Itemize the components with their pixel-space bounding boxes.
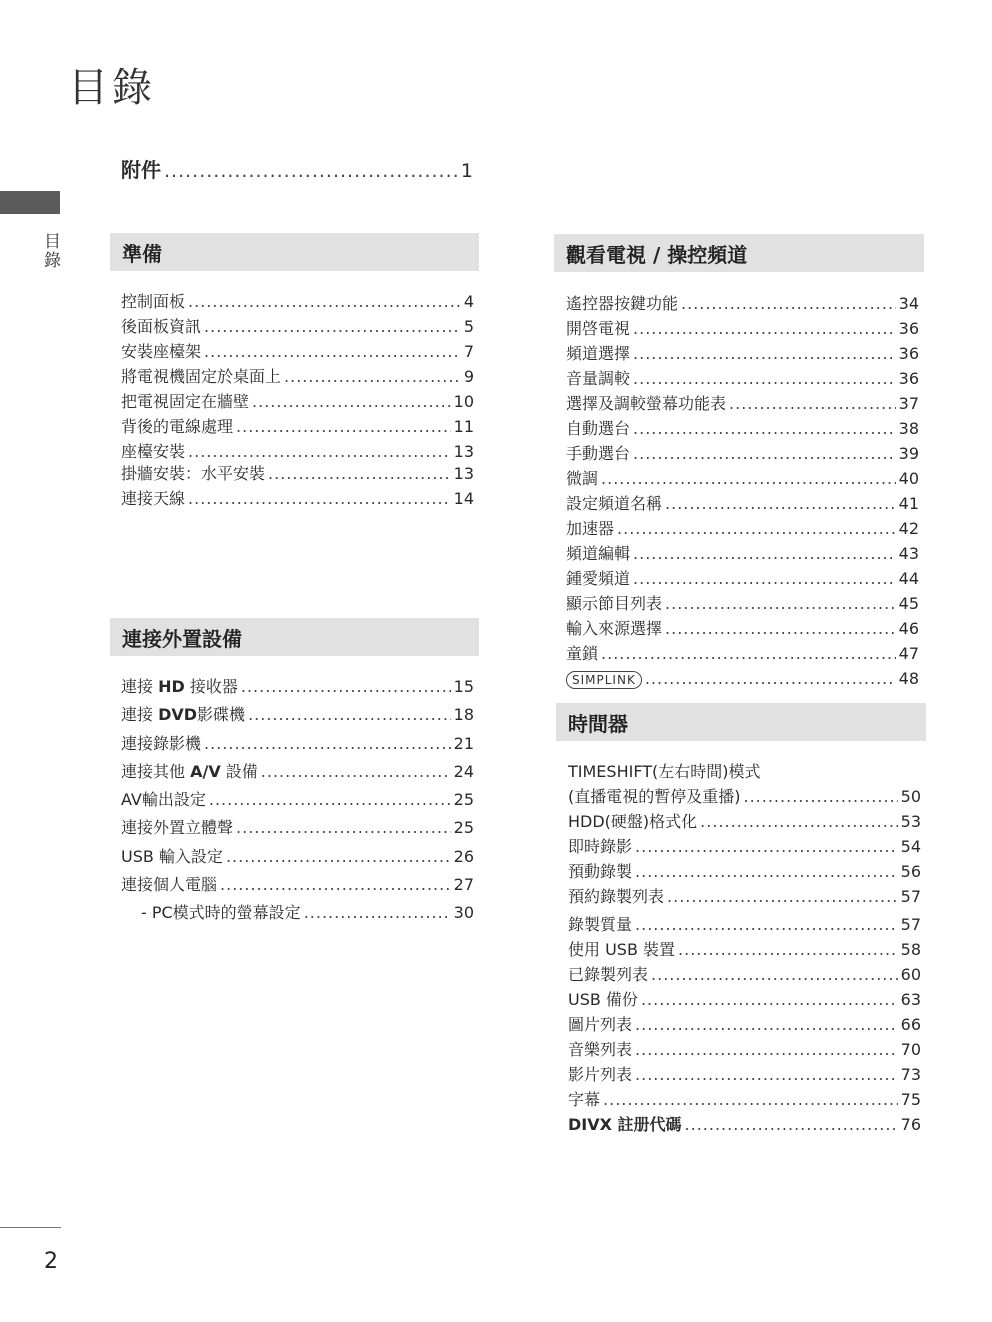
- toc-leader-dots: [268, 464, 451, 484]
- toc-entry-page: 56: [900, 862, 921, 881]
- toc-entry[interactable]: [566, 419, 919, 439]
- toc-leader-dots: [633, 419, 896, 439]
- toc-entry-label: 加速器: [566, 519, 615, 538]
- toc-entry[interactable]: [121, 903, 474, 923]
- toc-leader-dots: [188, 489, 451, 509]
- toc-entry[interactable]: [121, 489, 474, 509]
- toc-entry-label: [566, 669, 642, 689]
- toc-entry-label: [121, 818, 233, 838]
- toc-entry[interactable]: [568, 940, 921, 960]
- toc-entry[interactable]: [566, 544, 919, 564]
- toc-entry[interactable]: [566, 594, 919, 614]
- toc-leader-dots: [601, 644, 896, 664]
- toc-entry-page: 21: [453, 734, 474, 753]
- toc-entry-page: 43: [898, 544, 919, 563]
- toc-leader-dots: [220, 875, 451, 895]
- toc-leader-dots: [635, 1065, 898, 1085]
- toc-entry[interactable]: [121, 734, 474, 754]
- toc-entry-label: [121, 875, 217, 895]
- toc-entry-page: 48: [898, 669, 919, 688]
- toc-entry[interactable]: [566, 619, 919, 639]
- page-title: 目錄: [68, 65, 156, 111]
- page-number: 2: [44, 1249, 58, 1274]
- toc-entry-label: HDD(硬盤)格式化: [568, 812, 698, 831]
- toc-leader-dots: [304, 903, 451, 923]
- toc-leader-dots: [633, 319, 896, 339]
- toc-leader-dots: [248, 705, 451, 725]
- toc-entry-label: 圖片列表: [568, 1015, 633, 1034]
- toc-entry-label-bold: DVD: [158, 705, 198, 724]
- toc-entry-page: 76: [900, 1115, 921, 1134]
- toc-leader-dots: [204, 317, 461, 337]
- toc-entry[interactable]: [566, 344, 919, 364]
- simplink-logo: SIMPLINK: [566, 671, 642, 689]
- toc-entry-page: 41: [898, 494, 919, 513]
- toc-entry[interactable]: [121, 464, 474, 484]
- toc-entry-label: 連接天線: [121, 489, 186, 508]
- toc-entry-page: 44: [898, 569, 919, 588]
- toc-entry-page: 4: [463, 292, 474, 311]
- toc-entry[interactable]: [121, 417, 474, 437]
- toc-leader-dots: [641, 990, 898, 1010]
- toc-entry[interactable]: [121, 342, 474, 362]
- toc-entry-page: 60: [900, 965, 921, 984]
- toc-entry-label: 影片列表: [568, 1065, 633, 1084]
- toc-entry[interactable]: [566, 494, 919, 514]
- toc-entry-label-pre: USB 輸入設定: [121, 847, 223, 866]
- toc-entry-page: 47: [898, 644, 919, 663]
- toc-leader-dots: [204, 734, 451, 754]
- toc-entry-page: 63: [900, 990, 921, 1009]
- toc-entry-page: 70: [900, 1040, 921, 1059]
- toc-entry-label: 頻道編輯: [566, 544, 631, 563]
- toc-entry-label: [121, 790, 206, 810]
- toc-entry-page: 13: [453, 464, 474, 483]
- toc-leader-dots: [635, 1015, 898, 1035]
- toc-leader-dots: [209, 790, 451, 810]
- toc-entry-label: USB 備份: [568, 990, 638, 1009]
- toc-entry-page: 36: [898, 369, 919, 388]
- toc-entry-page: 39: [898, 444, 919, 463]
- toc-leader-dots: [633, 369, 896, 389]
- toc-leader-dots: [236, 818, 451, 838]
- toc-entry-page: 38: [898, 419, 919, 438]
- toc-entry-label: DIVX 註册代碼: [568, 1115, 682, 1134]
- toc-entry-label-pre: - PC模式時的螢幕設定: [141, 903, 301, 922]
- toc-entry-page: 7: [463, 342, 474, 361]
- toc-entry-label: [121, 847, 223, 867]
- toc-entry-page: 54: [900, 837, 921, 856]
- toc-leader-dots: [252, 392, 451, 412]
- toc-entry-label: 即時錄影: [568, 837, 633, 856]
- toc-entry[interactable]: [566, 669, 919, 689]
- section-header-external: 連接外置設備: [110, 618, 479, 656]
- toc-entry-page: 57: [900, 915, 921, 934]
- toc-entry-label: 設定頻道名稱: [566, 494, 663, 513]
- toc-entry-page: 36: [898, 319, 919, 338]
- toc-entry-label: 頻道選擇: [566, 344, 631, 363]
- toc-entry-label: 開啓電視: [566, 319, 631, 338]
- toc-entry[interactable]: [568, 1040, 921, 1060]
- toc-entry[interactable]: [568, 915, 921, 935]
- toc-leader-dots: [603, 1090, 898, 1110]
- toc-entry[interactable]: [568, 1015, 921, 1035]
- toc-entry-label: 座檯安裝: [121, 442, 186, 461]
- toc-entry-page: 57: [900, 887, 921, 906]
- toc-entry-accessory[interactable]: [121, 160, 473, 181]
- toc-entry-label: [121, 762, 258, 782]
- toc-entry-label: 預動錄製: [568, 862, 633, 881]
- toc-entry[interactable]: [121, 392, 474, 412]
- toc-leader-dots: [651, 965, 898, 985]
- toc-leader-dots: [633, 569, 896, 589]
- toc-entry-page: 53: [900, 812, 921, 831]
- toc-entry-page: 26: [453, 847, 474, 866]
- toc-entry-label-pre: 連接個人電腦: [121, 875, 218, 894]
- toc-entry[interactable]: [568, 990, 921, 1010]
- toc-leader-dots: [284, 367, 461, 387]
- toc-entry[interactable]: [121, 292, 474, 312]
- toc-entry-label: 將電視機固定於桌面上: [121, 367, 282, 386]
- toc-leader-dots: [729, 394, 896, 414]
- toc-entry[interactable]: [121, 818, 474, 838]
- toc-leader-dots: [633, 544, 896, 564]
- toc-entry[interactable]: [566, 369, 919, 389]
- side-tab-marker: [0, 191, 60, 214]
- toc-entry-label: [121, 903, 301, 923]
- toc-entry[interactable]: [568, 837, 921, 857]
- toc-leader-dots: [678, 940, 898, 960]
- toc-entry[interactable]: [566, 394, 919, 414]
- toc-entry-label: 童鎖: [566, 644, 599, 663]
- toc-entry-label: 輸入來源選擇: [566, 619, 663, 638]
- toc-entry-page: 58: [900, 940, 921, 959]
- toc-entry[interactable]: [568, 1115, 921, 1135]
- toc-entry-page: 46: [898, 619, 919, 638]
- toc-entry-label: 把電視固定在牆壁: [121, 392, 250, 411]
- toc-entry-page: 45: [898, 594, 919, 613]
- toc-entry-page: 25: [453, 818, 474, 837]
- side-section-label: 目錄: [40, 232, 60, 270]
- toc-leader-dots: [226, 847, 451, 867]
- toc-entry-page: 10: [453, 392, 474, 411]
- toc-leader-dots: [261, 762, 451, 782]
- toc-entry[interactable]: [566, 569, 919, 589]
- toc-entry[interactable]: [121, 762, 474, 782]
- toc-leader-dots: [665, 594, 896, 614]
- toc-entry[interactable]: [568, 787, 921, 807]
- toc-leader-dots: [700, 812, 897, 832]
- toc-entry-page: 25: [453, 790, 474, 809]
- toc-entry[interactable]: [121, 705, 474, 725]
- toc-entry-label: [121, 677, 238, 697]
- toc-entry-label: 鍾愛頻道: [566, 569, 631, 588]
- toc-entry[interactable]: [566, 319, 919, 339]
- toc-leader-dots: [633, 344, 896, 364]
- toc-leader-dots: [188, 442, 451, 462]
- toc-entry-page: 30: [453, 903, 474, 922]
- toc-entry[interactable]: [568, 862, 921, 882]
- toc-leader-dots: [601, 469, 896, 489]
- toc-entry-label: 字幕: [568, 1090, 601, 1109]
- toc-entry-label: 安裝座檯架: [121, 342, 202, 361]
- toc-entry[interactable]: [121, 367, 474, 387]
- toc-entry-page: 27: [453, 875, 474, 894]
- toc-entry-page: 15: [453, 677, 474, 696]
- toc-leader-dots: [241, 677, 451, 697]
- toc-entry[interactable]: [566, 644, 919, 664]
- toc-entry-page: 11: [453, 417, 474, 436]
- toc-entry[interactable]: [566, 519, 919, 539]
- toc-entry-page: 24: [453, 762, 474, 781]
- section-header-timer: 時間器: [556, 703, 926, 741]
- toc-entry-page: 9: [463, 367, 474, 386]
- toc-entry[interactable]: [568, 887, 921, 907]
- toc-entry-label: 使用 USB 裝置: [568, 940, 676, 959]
- toc-entry-page: 34: [898, 294, 919, 313]
- toc-leader-dots: [164, 161, 458, 181]
- toc-entry[interactable]: [121, 847, 474, 867]
- toc-entry-page: 75: [900, 1090, 921, 1109]
- toc-leader-dots: [236, 417, 451, 437]
- toc-entry-label: 顯示節目列表: [566, 594, 663, 613]
- toc-leader-dots: [635, 837, 898, 857]
- toc-entry-page: 18: [453, 705, 474, 724]
- toc-entry[interactable]: [566, 469, 919, 489]
- toc-entry-label-pre: 連接錄影機: [121, 734, 202, 753]
- toc-entry-label: (直播電視的暫停及重播): [568, 787, 741, 806]
- toc-entry-label: TIMESHIFT(左右時間)模式: [568, 762, 761, 781]
- toc-entry-page: 13: [453, 442, 474, 461]
- toc-leader-dots: [665, 494, 896, 514]
- toc-entry-label-post: 影碟機: [197, 705, 246, 724]
- toc-entry-page: 73: [900, 1065, 921, 1084]
- toc-leader-dots: [665, 619, 896, 639]
- toc-entry-label: 手動選台: [566, 444, 631, 463]
- footer-rule: [0, 1227, 61, 1228]
- toc-entry-page: 37: [898, 394, 919, 413]
- toc-entry-label-pre: 連接其他: [121, 762, 191, 781]
- toc-entry-label: 控制面板: [121, 292, 186, 311]
- toc-entry-page: 5: [463, 317, 474, 336]
- toc-leader-dots: [667, 887, 898, 907]
- toc-entry-label-pre: 連接: [121, 705, 159, 724]
- toc-leader-dots: [681, 294, 896, 314]
- toc-entry-label-bold: HD: [158, 677, 185, 696]
- toc-leader-dots: [635, 1040, 898, 1060]
- toc-entry[interactable]: [121, 442, 474, 462]
- toc-entry-page: 14: [453, 489, 474, 508]
- toc-leader-dots: [617, 519, 896, 539]
- toc-entry[interactable]: [568, 812, 921, 832]
- toc-leader-dots: [645, 669, 896, 689]
- toc-leader-dots: [635, 862, 898, 882]
- toc-entry-label: 背後的電線處理: [121, 417, 234, 436]
- toc-entry[interactable]: [568, 965, 921, 985]
- section-header-watch: 觀看電視 / 操控頻道: [554, 234, 924, 272]
- toc-entry-page: 1: [460, 160, 473, 182]
- toc-entry-label: [121, 734, 201, 754]
- toc-leader-dots: [204, 342, 461, 362]
- toc-entry-label: 預約錄製列表: [568, 887, 665, 906]
- toc-entry-label: 微調: [566, 469, 599, 488]
- toc-entry-label: 音樂列表: [568, 1040, 633, 1059]
- toc-entry-label: 附件: [121, 158, 161, 182]
- toc-entry-timeshift-title[interactable]: [568, 762, 761, 782]
- toc-entry-label-post: 設備: [220, 762, 258, 781]
- toc-entry-label: 已錄製列表: [568, 965, 649, 984]
- toc-entry-label-pre: 連接外置立體聲: [121, 818, 234, 837]
- toc-entry-label-post: 接收器: [184, 677, 238, 696]
- toc-entry[interactable]: [121, 790, 474, 810]
- toc-entry-label: 音量調較: [566, 369, 631, 388]
- toc-entry-label: 自動選台: [566, 419, 631, 438]
- toc-entry[interactable]: [566, 294, 919, 314]
- toc-entry-label-pre: AV輸出設定: [121, 790, 206, 809]
- toc-entry-label-bold: A/V: [190, 762, 221, 781]
- toc-leader-dots: [635, 915, 898, 935]
- toc-entry[interactable]: [566, 444, 919, 464]
- toc-entry-page: 42: [898, 519, 919, 538]
- toc-leader-dots: [744, 787, 898, 807]
- section-header-prep: 準備: [110, 233, 479, 271]
- toc-entry[interactable]: [568, 1065, 921, 1085]
- toc-entry-label: 掛牆安裝：水平安裝: [121, 464, 266, 483]
- toc-entry[interactable]: [121, 317, 474, 337]
- toc-entry[interactable]: [121, 677, 474, 697]
- toc-entry-label: 錄製質量: [568, 915, 633, 934]
- toc-entry-label: 後面板資訊: [121, 317, 202, 336]
- toc-entry-label: 遙控器按鍵功能: [566, 294, 679, 313]
- toc-entry-page: 40: [898, 469, 919, 488]
- toc-entry[interactable]: [568, 1090, 921, 1110]
- toc-entry[interactable]: [121, 875, 474, 895]
- toc-entry-page: 66: [900, 1015, 921, 1034]
- toc-leader-dots: [188, 292, 461, 312]
- toc-entry-label: 選擇及調較螢幕功能表: [566, 394, 727, 413]
- toc-leader-dots: [633, 444, 896, 464]
- toc-entry-label: [121, 705, 245, 725]
- toc-entry-page: 50: [900, 787, 921, 806]
- toc-leader-dots: [685, 1115, 898, 1135]
- toc-entry-label-pre: 連接: [121, 677, 159, 696]
- toc-entry-page: 36: [898, 344, 919, 363]
